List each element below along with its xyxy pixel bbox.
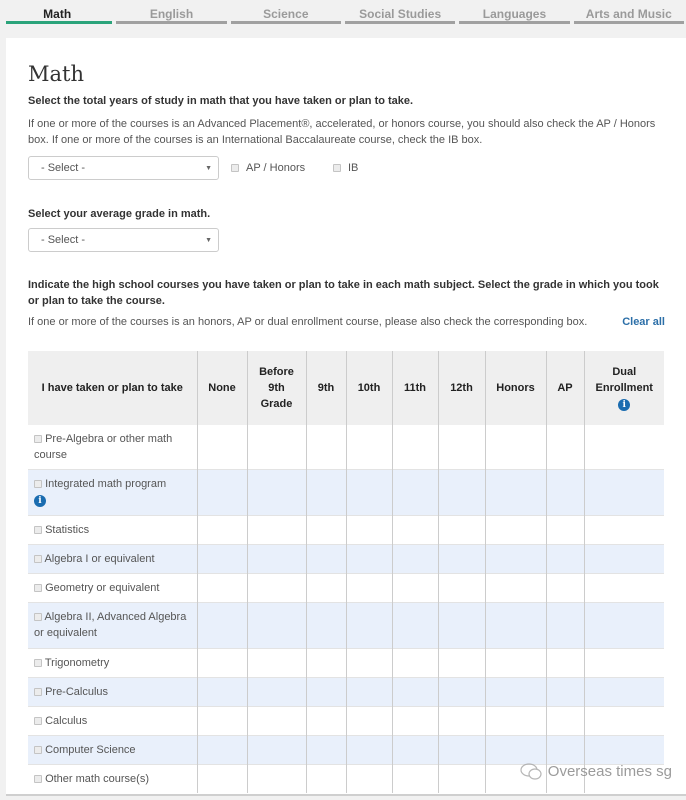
grade-cell[interactable] bbox=[197, 573, 247, 602]
header-before-9th-label: Before 9th Grade bbox=[259, 366, 294, 410]
grade-cell[interactable] bbox=[247, 706, 306, 735]
ap-honors-label: AP / Honors bbox=[246, 162, 306, 174]
grade-cell[interactable] bbox=[197, 764, 247, 793]
grade-cell[interactable] bbox=[306, 735, 346, 764]
grade-cell[interactable] bbox=[247, 602, 306, 648]
table-row bbox=[28, 515, 664, 544]
checkbox-icon[interactable] bbox=[34, 584, 42, 592]
grade-cell[interactable] bbox=[485, 648, 546, 677]
grade-cell[interactable] bbox=[197, 544, 247, 573]
grade-cell[interactable] bbox=[485, 469, 546, 515]
checkbox-icon[interactable] bbox=[34, 775, 42, 783]
years-select-value: - Select - bbox=[41, 162, 86, 174]
header-before-9th bbox=[247, 351, 306, 425]
grade-cell[interactable] bbox=[247, 735, 306, 764]
courses-help-text: If one or more of the courses is an honors, AP or dual enrollment course, please also check the corresponding box. bbox=[28, 316, 588, 328]
course-cell[interactable] bbox=[28, 648, 197, 677]
course-label: Pre-Algebra or other math course bbox=[34, 433, 173, 461]
checkbox-icon[interactable] bbox=[34, 688, 42, 696]
course-cell[interactable] bbox=[28, 602, 197, 648]
grade-cell[interactable] bbox=[438, 602, 485, 648]
grade-cell[interactable] bbox=[346, 515, 392, 544]
grade-cell[interactable] bbox=[392, 573, 438, 602]
checkbox-icon[interactable] bbox=[34, 659, 42, 667]
grade-cell[interactable] bbox=[197, 602, 247, 648]
course-cell[interactable] bbox=[28, 425, 197, 469]
grade-cell[interactable] bbox=[306, 764, 346, 793]
course-label: Algebra I or equivalent bbox=[44, 552, 155, 565]
table-row bbox=[28, 425, 664, 469]
checkbox-icon[interactable] bbox=[34, 717, 42, 725]
grade-cell[interactable] bbox=[485, 706, 546, 735]
course-label: Algebra II, Advanced Algebra or equivalent bbox=[34, 610, 187, 639]
ap-honors-checkbox[interactable] bbox=[231, 162, 305, 174]
table-row bbox=[28, 602, 664, 648]
table-row bbox=[28, 544, 664, 573]
course-cell[interactable] bbox=[28, 706, 197, 735]
grade-cell[interactable] bbox=[584, 425, 664, 469]
grade-cell[interactable] bbox=[584, 515, 664, 544]
header-none: None bbox=[197, 351, 247, 425]
page-title: Math bbox=[28, 62, 84, 86]
tab-math[interactable]: Math bbox=[0, 0, 114, 30]
grade-cell[interactable] bbox=[584, 648, 664, 677]
tab-arts-and-music[interactable]: Arts and Music bbox=[572, 0, 686, 30]
tab-english[interactable]: English bbox=[114, 0, 228, 30]
grade-cell[interactable] bbox=[247, 764, 306, 793]
grade-cell[interactable] bbox=[438, 648, 485, 677]
checkbox-icon[interactable] bbox=[333, 164, 341, 172]
checkbox-icon[interactable] bbox=[34, 435, 42, 443]
course-label: Statistics bbox=[45, 523, 90, 536]
grade-cell[interactable] bbox=[392, 735, 438, 764]
grade-cell[interactable] bbox=[197, 677, 247, 706]
grade-cell[interactable] bbox=[197, 425, 247, 469]
course-label: Integrated math program bbox=[45, 477, 167, 490]
grade-cell[interactable] bbox=[247, 544, 306, 573]
checkbox-icon[interactable] bbox=[34, 526, 42, 534]
courses-table bbox=[28, 351, 664, 793]
grade-cell[interactable] bbox=[485, 544, 546, 573]
watermark-text: Overseas times sg bbox=[547, 763, 672, 780]
grade-cell[interactable] bbox=[392, 677, 438, 706]
course-cell[interactable] bbox=[28, 735, 197, 764]
ib-label: IB bbox=[348, 162, 359, 174]
checkbox-icon[interactable] bbox=[34, 555, 42, 563]
grade-cell[interactable] bbox=[247, 469, 306, 515]
checkbox-icon[interactable] bbox=[231, 164, 239, 172]
tab-science[interactable]: Science bbox=[229, 0, 343, 30]
course-cell[interactable] bbox=[28, 573, 197, 602]
grade-cell[interactable] bbox=[438, 425, 485, 469]
table-row bbox=[28, 469, 664, 515]
grade-cell[interactable] bbox=[485, 515, 546, 544]
chat-bubble-icon bbox=[520, 763, 542, 780]
grade-cell[interactable] bbox=[392, 425, 438, 469]
grade-cell[interactable] bbox=[546, 706, 584, 735]
clear-all-link[interactable]: Clear all bbox=[622, 316, 665, 328]
grade-cell[interactable] bbox=[306, 706, 346, 735]
course-cell[interactable] bbox=[28, 515, 197, 544]
grade-select-value: - Select - bbox=[41, 234, 86, 246]
grade-cell[interactable] bbox=[392, 515, 438, 544]
grade-cell[interactable] bbox=[438, 735, 485, 764]
grade-cell[interactable] bbox=[584, 573, 664, 602]
grade-cell[interactable] bbox=[392, 764, 438, 793]
grade-cell[interactable] bbox=[306, 544, 346, 573]
grade-cell[interactable] bbox=[247, 573, 306, 602]
grade-cell[interactable] bbox=[438, 764, 485, 793]
header-11th: 11th bbox=[392, 351, 438, 425]
grade-cell[interactable] bbox=[392, 706, 438, 735]
grade-cell[interactable] bbox=[485, 602, 546, 648]
grade-cell[interactable] bbox=[346, 469, 392, 515]
subject-tabs bbox=[0, 0, 686, 30]
header-9th: 9th bbox=[306, 351, 346, 425]
info-icon[interactable]: i bbox=[34, 495, 46, 507]
info-icon[interactable]: i bbox=[618, 399, 630, 411]
grade-cell[interactable] bbox=[346, 735, 392, 764]
years-help-text: If one or more of the courses is an Advanced Placement®, accelerated, or honors course, you should also check the AP / Honors box. If one or more of the courses is an International Baccalaureate course, check the IB box. bbox=[28, 118, 656, 146]
table-row bbox=[28, 735, 664, 764]
header-12th: 12th bbox=[438, 351, 485, 425]
grade-cell[interactable] bbox=[247, 677, 306, 706]
grade-cell[interactable] bbox=[346, 425, 392, 469]
grade-cell[interactable] bbox=[546, 469, 584, 515]
grade-cell[interactable] bbox=[197, 648, 247, 677]
grade-cell[interactable] bbox=[346, 706, 392, 735]
header-dual-enrollment-label: Dual Enrollment bbox=[595, 366, 653, 394]
grade-cell[interactable] bbox=[546, 677, 584, 706]
grade-cell[interactable] bbox=[438, 677, 485, 706]
grade-cell[interactable] bbox=[438, 573, 485, 602]
grade-cell[interactable] bbox=[346, 602, 392, 648]
grade-cell[interactable] bbox=[584, 706, 664, 735]
grade-cell[interactable] bbox=[392, 469, 438, 515]
grade-cell[interactable] bbox=[584, 735, 664, 764]
watermark bbox=[520, 763, 672, 780]
tab-social-studies[interactable]: Social Studies bbox=[343, 0, 457, 30]
grade-cell[interactable] bbox=[306, 602, 346, 648]
tab-languages[interactable]: Languages bbox=[457, 0, 571, 30]
table-row bbox=[28, 677, 664, 706]
grade-cell[interactable] bbox=[346, 648, 392, 677]
grade-cell[interactable] bbox=[546, 544, 584, 573]
checkbox-icon[interactable] bbox=[34, 746, 42, 754]
course-label: Geometry or equivalent bbox=[45, 581, 160, 594]
years-question: Select the total years of study in math that you have taken or plan to take. bbox=[28, 95, 414, 107]
header-honors: Honors bbox=[485, 351, 546, 425]
course-cell[interactable] bbox=[28, 544, 197, 573]
grade-cell[interactable] bbox=[306, 677, 346, 706]
math-panel bbox=[6, 38, 686, 796]
years-select[interactable] bbox=[28, 156, 219, 180]
grade-cell[interactable] bbox=[346, 573, 392, 602]
grade-cell[interactable] bbox=[584, 602, 664, 648]
grade-cell[interactable] bbox=[485, 677, 546, 706]
chevron-down-icon: ▼ bbox=[205, 237, 212, 244]
grade-cell[interactable] bbox=[346, 677, 392, 706]
chevron-down-icon: ▼ bbox=[205, 165, 212, 172]
course-label: Computer Science bbox=[45, 743, 136, 756]
header-course: I have taken or plan to take bbox=[28, 351, 197, 425]
table-row bbox=[28, 706, 664, 735]
table-row bbox=[28, 573, 664, 602]
course-label: Trigonometry bbox=[44, 656, 110, 669]
course-cell[interactable] bbox=[28, 764, 197, 793]
grade-cell[interactable] bbox=[438, 469, 485, 515]
grade-cell[interactable] bbox=[197, 515, 247, 544]
grade-cell[interactable] bbox=[306, 425, 346, 469]
grade-cell[interactable] bbox=[197, 706, 247, 735]
grade-cell[interactable] bbox=[546, 515, 584, 544]
course-label: Pre-Calculus bbox=[45, 685, 109, 698]
header-10th: 10th bbox=[346, 351, 392, 425]
grade-cell[interactable] bbox=[546, 735, 584, 764]
grade-cell[interactable] bbox=[438, 544, 485, 573]
grade-cell[interactable] bbox=[438, 706, 485, 735]
table-header-row bbox=[28, 351, 664, 425]
grade-cell[interactable] bbox=[485, 425, 546, 469]
grade-cell[interactable] bbox=[584, 469, 664, 515]
grade-cell[interactable] bbox=[546, 573, 584, 602]
course-label: Other math course(s) bbox=[45, 772, 149, 785]
course-cell[interactable] bbox=[28, 677, 197, 706]
grade-cell[interactable] bbox=[546, 602, 584, 648]
grade-cell[interactable] bbox=[306, 469, 346, 515]
grade-cell[interactable] bbox=[306, 515, 346, 544]
ib-checkbox[interactable] bbox=[333, 162, 358, 174]
grade-cell[interactable] bbox=[392, 648, 438, 677]
grade-cell[interactable] bbox=[392, 544, 438, 573]
grade-cell[interactable] bbox=[306, 573, 346, 602]
grade-cell[interactable] bbox=[485, 735, 546, 764]
courses-question: Indicate the high school courses you have taken or plan to take in each math subject. Select the grade in which you took or plan to take the course. bbox=[28, 279, 659, 307]
grade-cell[interactable] bbox=[546, 425, 584, 469]
grade-cell[interactable] bbox=[247, 515, 306, 544]
grade-question: Select your average grade in math. bbox=[28, 208, 211, 220]
header-ap: AP bbox=[546, 351, 584, 425]
grade-cell[interactable] bbox=[247, 648, 306, 677]
grade-select[interactable] bbox=[28, 228, 219, 252]
grade-cell[interactable] bbox=[306, 648, 346, 677]
checkbox-icon[interactable] bbox=[34, 480, 42, 488]
header-dual-enrollment bbox=[584, 351, 664, 425]
grade-cell[interactable] bbox=[485, 573, 546, 602]
grade-cell[interactable] bbox=[438, 515, 485, 544]
table-row bbox=[28, 648, 664, 677]
grade-cell[interactable] bbox=[346, 544, 392, 573]
course-label: Calculus bbox=[45, 714, 88, 727]
grade-cell[interactable] bbox=[584, 677, 664, 706]
grade-cell[interactable] bbox=[546, 648, 584, 677]
grade-cell[interactable] bbox=[197, 469, 247, 515]
checkbox-icon[interactable] bbox=[34, 613, 42, 621]
grade-cell[interactable] bbox=[197, 735, 247, 764]
grade-cell[interactable] bbox=[346, 764, 392, 793]
grade-cell[interactable] bbox=[392, 602, 438, 648]
grade-cell[interactable] bbox=[584, 544, 664, 573]
grade-cell[interactable] bbox=[247, 425, 306, 469]
course-cell[interactable] bbox=[28, 469, 197, 515]
